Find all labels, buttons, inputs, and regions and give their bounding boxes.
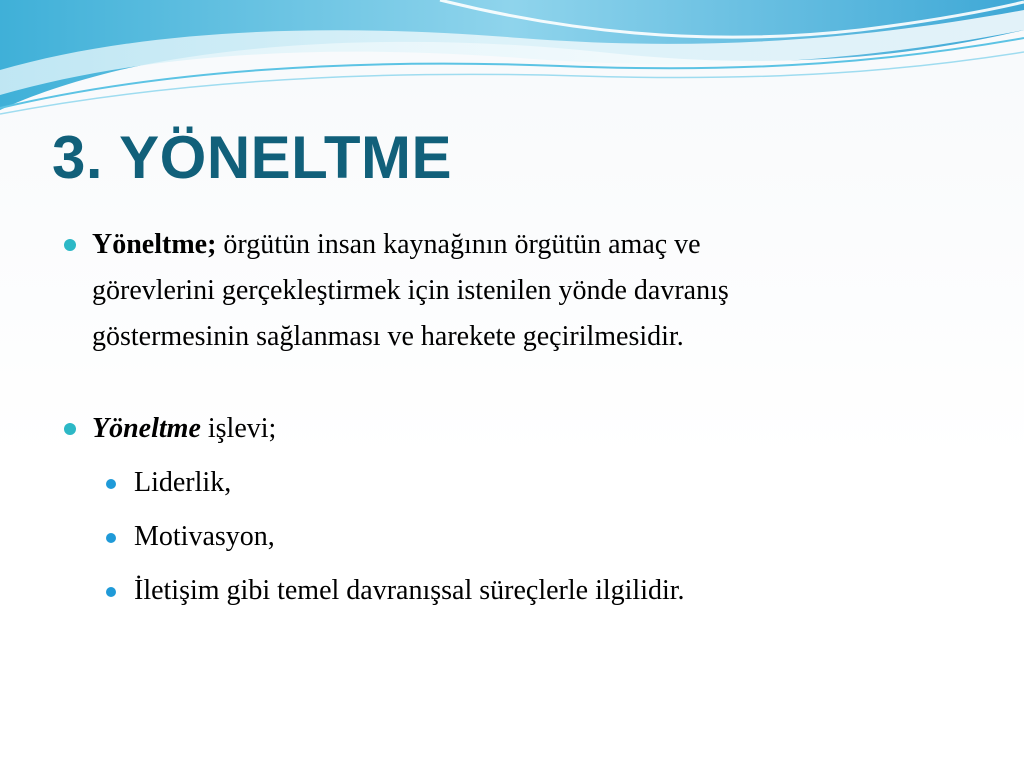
bullet-dot-icon: [106, 587, 116, 597]
bullet-dot-icon: [106, 479, 116, 489]
bullet-term: Yöneltme: [92, 413, 201, 444]
bullet-text: örgütün insan kaynağının örgütün amaç ve: [216, 229, 701, 260]
bullet-dot-icon: [106, 533, 116, 543]
sub-bullet-text: İletişim gibi temel davranışsal süreçlerle ilgilidir.: [134, 575, 685, 606]
slide-content: [62, 222, 962, 622]
bullet-text: göstermesinin sağlanması ve harekete geçirilmesidir.: [92, 321, 684, 352]
sub-bullet-item: [104, 568, 962, 614]
slide-title: 3. YÖNELTME: [52, 124, 453, 191]
bullet-term: Yöneltme;: [92, 229, 217, 260]
bullet-item: [62, 222, 962, 360]
bullet-text: görevlerini gerçekleştirmek için istenilen yönde davranış: [92, 275, 729, 306]
bullet-item: [62, 406, 962, 452]
sub-bullet-item: [104, 460, 962, 506]
sub-bullet-text: Motivasyon,: [134, 521, 275, 552]
header-wave-decoration: [0, 0, 1024, 120]
sub-bullet-text: Liderlik,: [134, 467, 232, 498]
bullet-dot-icon: [64, 239, 76, 251]
bullet-dot-icon: [64, 423, 76, 435]
sub-bullet-item: [104, 514, 962, 560]
bullet-text: işlevi;: [200, 413, 277, 444]
